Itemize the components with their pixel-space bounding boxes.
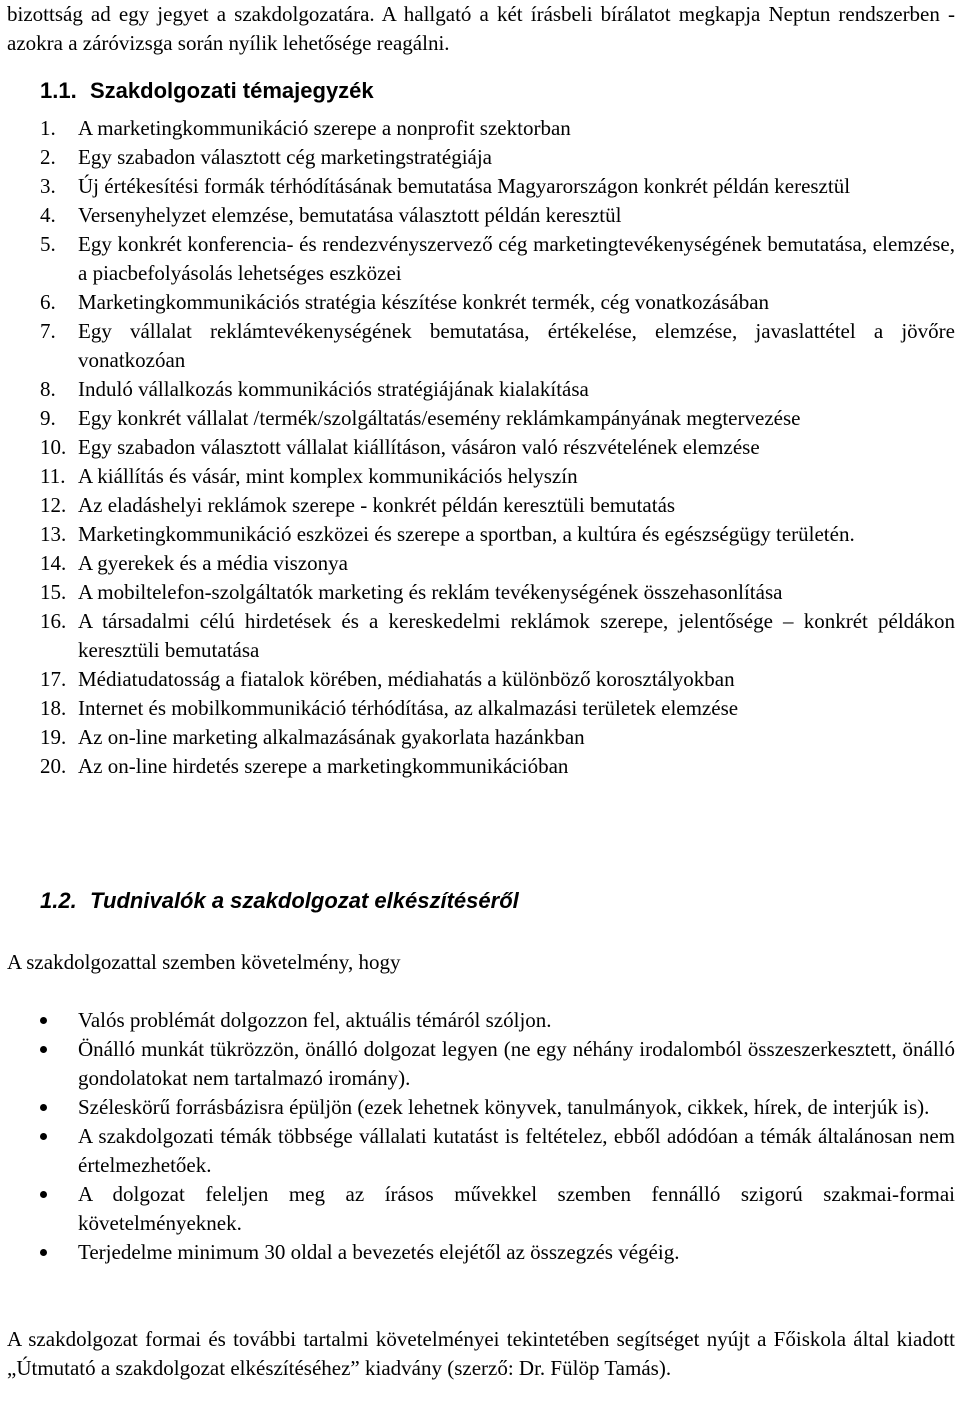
requirement-item bbox=[40, 1093, 955, 1122]
topic-item bbox=[40, 607, 955, 665]
topic-number: 19. bbox=[40, 725, 67, 749]
section-heading-topics bbox=[40, 77, 374, 105]
requirement-item bbox=[40, 1180, 955, 1238]
requirements-list bbox=[40, 1006, 955, 1267]
topic-number: 5. bbox=[40, 232, 56, 256]
topic-text: Egy szabadon választott cég marketingstratégiája bbox=[78, 145, 493, 169]
topic-item bbox=[40, 694, 955, 723]
topic-text: Az on-line marketing alkalmazásának gyakorlata hazánkban bbox=[78, 725, 585, 749]
topic-item bbox=[40, 433, 955, 462]
topic-text: A gyerekek és a média viszonya bbox=[78, 551, 348, 575]
bullet-icon bbox=[40, 1122, 78, 1180]
topic-item bbox=[40, 172, 955, 201]
topic-item bbox=[40, 288, 955, 317]
topic-item bbox=[40, 114, 955, 143]
section-number: 1.2. bbox=[40, 888, 77, 913]
topic-item bbox=[40, 404, 955, 433]
topic-number: 12. bbox=[40, 493, 67, 517]
topic-item bbox=[40, 317, 955, 375]
topic-text: Az eladáshelyi reklámok szerepe - konkrét példán keresztüli bemutatás bbox=[78, 493, 676, 517]
bullet-icon bbox=[40, 1035, 78, 1093]
topic-item bbox=[40, 230, 955, 288]
bullet-icon bbox=[40, 1093, 78, 1122]
topic-number: 18. bbox=[40, 696, 67, 720]
topic-text: Egy konkrét vállalat /termék/szolgáltatás/esemény reklámkampányának megtervezése bbox=[78, 406, 801, 430]
topic-number: 4. bbox=[40, 203, 56, 227]
requirement-text: A dolgozat feleljen meg az írásos művekkel szemben fennálló szigorú szakmai-formai követelményeknek. bbox=[78, 1182, 955, 1235]
requirement-text: Valós problémát dolgozzon fel, aktuális témáról szóljon. bbox=[78, 1008, 552, 1032]
topic-text: Egy szabadon választott vállalat kiállításon, vásáron való részvételének elemzése bbox=[78, 435, 760, 459]
topic-item bbox=[40, 491, 955, 520]
topic-text: Induló vállalkozás kommunikációs stratégiájának kialakítása bbox=[78, 377, 589, 401]
topic-number: 3. bbox=[40, 174, 56, 198]
topic-item bbox=[40, 723, 955, 752]
topic-list bbox=[40, 114, 955, 781]
closing-paragraph: A szakdolgozat formai és további tartalmi követelményei tekintetében segítséget nyújt a Főiskola által kiadott „Útmutató a szakdolgozat elkészítéséhez” kiadvány (szerző: Dr. Fülöp Tamás). bbox=[7, 1327, 955, 1380]
topic-number: 15. bbox=[40, 580, 67, 604]
topic-text: Egy konkrét konferencia- és rendezvényszervező cég marketingtevékenységének bemutatása, elemzése, a piacbefolyásolás lehetséges eszközei bbox=[78, 232, 955, 285]
topic-text: Marketingkommunikáció eszközei és szerepe a sportban, a kultúra és egészségügy területén. bbox=[78, 522, 855, 546]
section-heading-guidelines bbox=[40, 887, 519, 915]
topic-number: 6. bbox=[40, 290, 56, 314]
topic-number: 9. bbox=[40, 406, 56, 430]
topic-number: 10. bbox=[40, 435, 67, 459]
section-title: Szakdolgozati témajegyzék bbox=[90, 78, 374, 103]
topic-number: 7. bbox=[40, 319, 56, 343]
topic-text: Egy vállalat reklámtevékenységének bemutatása, értékelése, elemzése, javaslattétel a jövőre vonatkozóan bbox=[78, 319, 955, 372]
topic-number: 13. bbox=[40, 522, 67, 546]
bullet-icon bbox=[40, 1180, 78, 1238]
section-number: 1.1. bbox=[40, 78, 77, 103]
requirement-item bbox=[40, 1238, 955, 1267]
requirement-text: A szakdolgozati témák többsége vállalati kutatást is feltételez, ebből adódóan a témák általánosan nem értelmezhetőek. bbox=[78, 1124, 955, 1177]
requirement-text: Széleskörű forrásbázisra épüljön (ezek lehetnek könyvek, tanulmányok, cikkek, hírek, de interjúk is). bbox=[78, 1095, 930, 1119]
topic-text: A társadalmi célú hirdetések és a kereskedelmi reklámok szerepe, jelentősége – konkrét példákon keresztüli bemutatása bbox=[78, 609, 955, 662]
topic-item bbox=[40, 201, 955, 230]
requirement-item bbox=[40, 1035, 955, 1093]
topic-text: Internet és mobilkommunikáció térhódítása, az alkalmazási területek elemzése bbox=[78, 696, 739, 720]
topic-item bbox=[40, 375, 955, 404]
topic-item bbox=[40, 143, 955, 172]
topic-text: A marketingkommunikáció szerepe a nonprofit szektorban bbox=[78, 116, 571, 140]
topic-number: 8. bbox=[40, 377, 56, 401]
requirement-text: Terjedelme minimum 30 oldal a bevezetés elejétől az összegzés végéig. bbox=[78, 1240, 680, 1264]
topic-text: A kiállítás és vásár, mint komplex kommunikációs helyszín bbox=[78, 464, 578, 488]
topic-number: 16. bbox=[40, 609, 67, 633]
requirement-text: Önálló munkát tükrözzön, önálló dolgozat legyen (ne egy néhány irodalomból összeszerkesztett, önálló gondolatokat nem tartalmazó iromány). bbox=[78, 1037, 955, 1090]
requirements-lead: A szakdolgozattal szemben követelmény, hogy bbox=[7, 950, 401, 974]
topic-number: 14. bbox=[40, 551, 67, 575]
topic-text: Médiatudatosság a fiatalok körében, médiahatás a különböző korosztályokban bbox=[78, 667, 735, 691]
requirement-item bbox=[40, 1122, 955, 1180]
topic-number: 2. bbox=[40, 145, 56, 169]
requirement-item bbox=[40, 1006, 955, 1035]
bullet-icon bbox=[40, 1006, 78, 1035]
section-title: Tudnivalók a szakdolgozat elkészítéséről bbox=[90, 888, 519, 913]
bullet-icon bbox=[40, 1238, 78, 1267]
topic-number: 1. bbox=[40, 116, 56, 140]
topic-number: 11. bbox=[40, 464, 66, 488]
topic-number: 20. bbox=[40, 754, 67, 778]
topic-item bbox=[40, 462, 955, 491]
intro-paragraph: bizottság ad egy jegyet a szakdolgozatára. A hallgató a két írásbeli bírálatot megkapja Neptun rendszerben - azokra a záróvizsga során nyílik lehetősége reagálni. bbox=[7, 2, 955, 55]
topic-item bbox=[40, 520, 955, 549]
topic-text: Versenyhelyzet elemzése, bemutatása választott példán keresztül bbox=[78, 203, 622, 227]
topic-text: Az on-line hirdetés szerepe a marketingkommunikációban bbox=[78, 754, 569, 778]
topic-text: Marketingkommunikációs stratégia készítése konkrét termék, cég vonatkozásában bbox=[78, 290, 770, 314]
topic-number: 17. bbox=[40, 667, 67, 691]
topic-text: Új értékesítési formák térhódításának bemutatása Magyarországon konkrét példán keresztül bbox=[78, 174, 851, 198]
topic-item bbox=[40, 665, 955, 694]
topic-item bbox=[40, 549, 955, 578]
topic-text: A mobiltelefon-szolgáltatók marketing és reklám tevékenységének összehasonlítása bbox=[78, 580, 783, 604]
topic-item bbox=[40, 752, 955, 781]
topic-item bbox=[40, 578, 955, 607]
